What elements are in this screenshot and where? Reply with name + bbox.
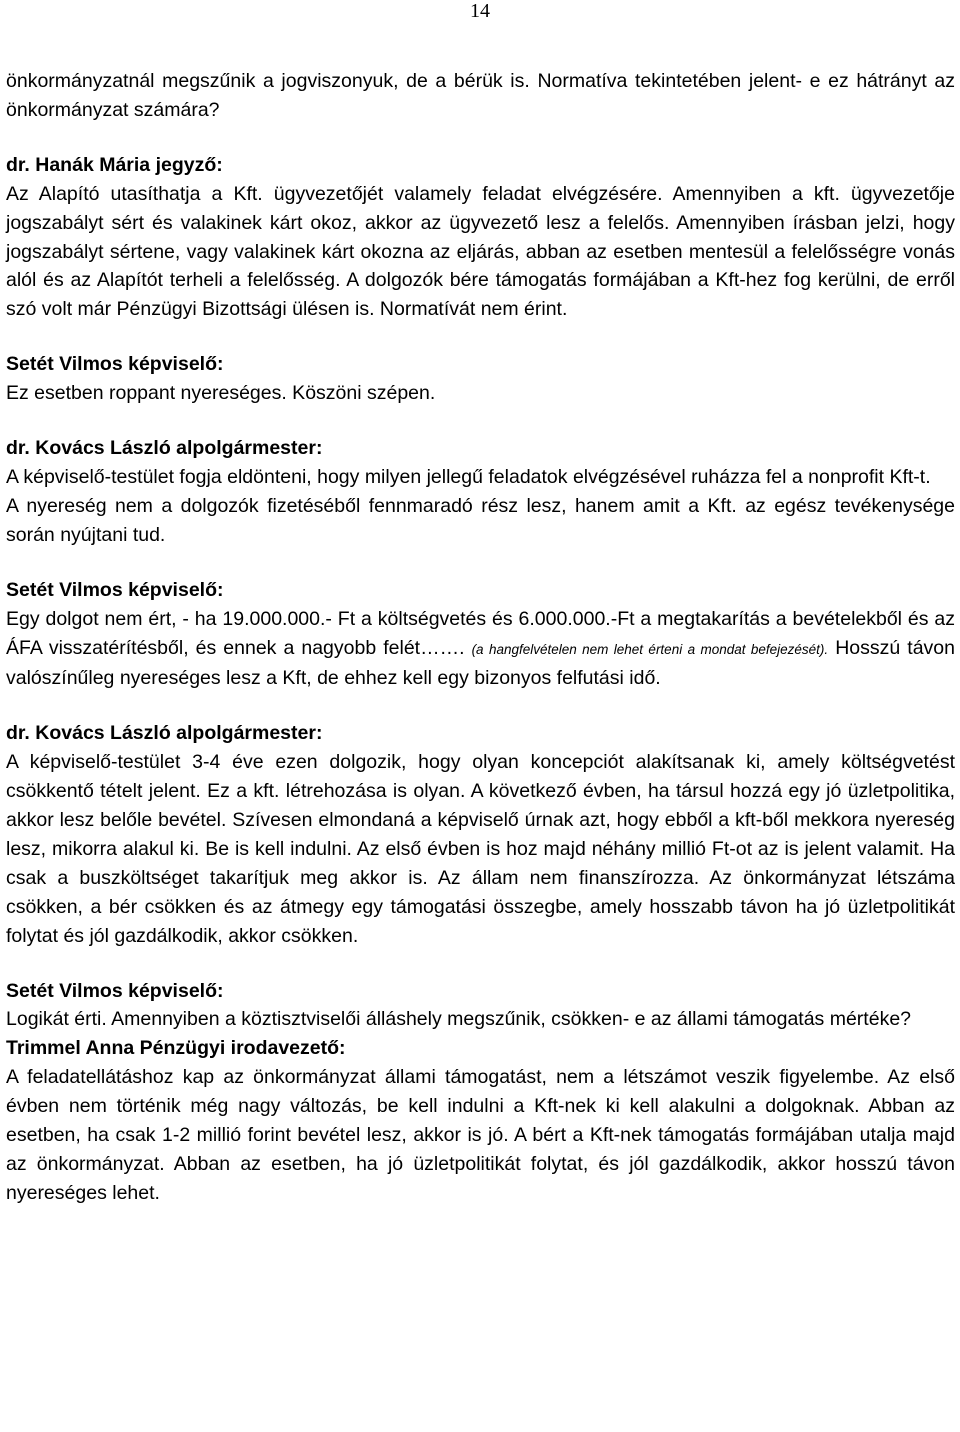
speaker-name: dr. Hanák Mária jegyző: — [6, 153, 223, 176]
speaker-name: Trimmel Anna Pénzügyi irodavezető: — [6, 1037, 346, 1060]
section-setet-2 — [6, 576, 955, 694]
intro-paragraph: önkormányzatnál megszűnik a jogviszonyuk, de a bérük is. Normatíva tekintetében jelent- e ez hátrányt az önkormányzat számára? — [6, 70, 955, 121]
statement-paragraph: Logikát érti. Amennyiben a köztisztviselői álláshely megszűnik, csökken- e az állami támogatás mértéke? — [6, 1008, 912, 1031]
section-kovacs-2 — [6, 719, 955, 950]
statement-paragraph: A képviselő-testület 3-4 éve ezen dolgozik, hogy olyan koncepciót alakítsanak ki, amely költségvetést csökkentő tételt jelent. Ez a kft. létrehozása is olyan. A következő évben, ha társul hozzá egy jó üzletpolitika, akkor lesz belőle bevétel. Szívesen elmondaná a képviselő úrnak azt, hogy ebből a kft-ből mekkora nyereség lesz, mikorra alakul ki. Be is kell indulni. Az első évben is hoz majd néhány millió Ft-ot az is jelent valamit. Ha csak a buszköltséget takarítjuk meg akkor is. Az állam nem finanszírozza. Az önkormányzat létszáma csökken, a bér csökken és az átmegy egy támogatási összegbe, amely hosszabb távon ha jó üzletpolitikát folytat és jól gazdálkodik, akkor csökken. — [6, 751, 955, 947]
statement-text: Egy dolgot nem ért, - ha 19.000.000.- Ft a költségvetés és 6.000.000.-Ft a megtakarítás a bevételekből és az ÁFA visszatérítésből, és ennek a nagyobb felét……. — [6, 607, 955, 659]
statement-paragraph: A nyereség nem a dolgozók fizetéséből fennmaradó rész lesz, hanem amit a Kft. az egész tevékenysége során nyújtani tud. — [6, 494, 955, 546]
speaker-name: dr. Kovács László alpolgármester: — [6, 722, 323, 745]
statement-paragraph — [6, 605, 955, 694]
transcript-note: (a hangfelvételen nem lehet érteni a mondat befejezését). — [471, 641, 829, 657]
statement-paragraph: Ez esetben roppant nyereséges. Köszöni szépen. — [6, 382, 436, 405]
document-body — [6, 67, 955, 1208]
statement-paragraph: A képviselő-testület fogja eldönteni, hogy milyen jellegű feladatok elvégzésével ruházza fel a nonprofit Kft-t. — [6, 465, 931, 488]
speaker-name: Setét Vilmos képviselő: — [6, 979, 224, 1002]
statement-text: Hosszú távon valószínűleg nyereséges lesz a Kft, de ehhez kell egy bizonyos felfutási idő. — [6, 636, 955, 690]
speaker-name: Setét Vilmos képviselő: — [6, 578, 224, 601]
intro-block — [6, 67, 955, 125]
page-number: 14 — [470, 0, 490, 22]
speaker-name: Setét Vilmos képviselő: — [6, 353, 224, 376]
statement-paragraph: Az Alapító utasíthatja a Kft. ügyvezetőjét valamely feladat elvégzésére. Amennyiben a kft. ügyvezetője jogszabályt sért és valakinek kárt okoz, akkor az ügyvezető lesz a felelős. Amennyiben írásban jelzi, hogy jogszabályt sértene, vagy valakinek kárt okozna az eljárás, abban az esetben mentesül a felelősségre vonás alól és az Alapítót terheli a felelősség. A dolgozók bére támogatás formájában a Kft-hez fog kerülni, de erről szó volt már Pénzügyi Bizottsági ülésen is. Normatívát nem érint. — [6, 182, 955, 321]
section-kovacs-1 — [6, 434, 955, 550]
statement-paragraph: A feladatellátáshoz kap az önkormányzat állami támogatást, nem a létszámot veszik figyelembe. Az első évben nem történik még nagy változás, be kell indulni a Kft-nek ki kell alakulni a dolgoknak. Abban az esetben, ha csak 1-2 millió forint bevétel lesz, akkor is jó. A bért a Kft-nek támogatás formájában utalja majd az önkormányzat. Abban az esetben, ha jó üzletpolitikát folytat, és jól gazdálkodik, akkor hosszú távon nyereséges lehet. — [6, 1066, 955, 1204]
section-trimmel — [6, 1034, 955, 1207]
section-setet-1 — [6, 350, 955, 408]
section-setet-3 — [6, 977, 955, 1035]
speaker-name: dr. Kovács László alpolgármester: — [6, 437, 323, 460]
section-hanak — [6, 151, 955, 324]
